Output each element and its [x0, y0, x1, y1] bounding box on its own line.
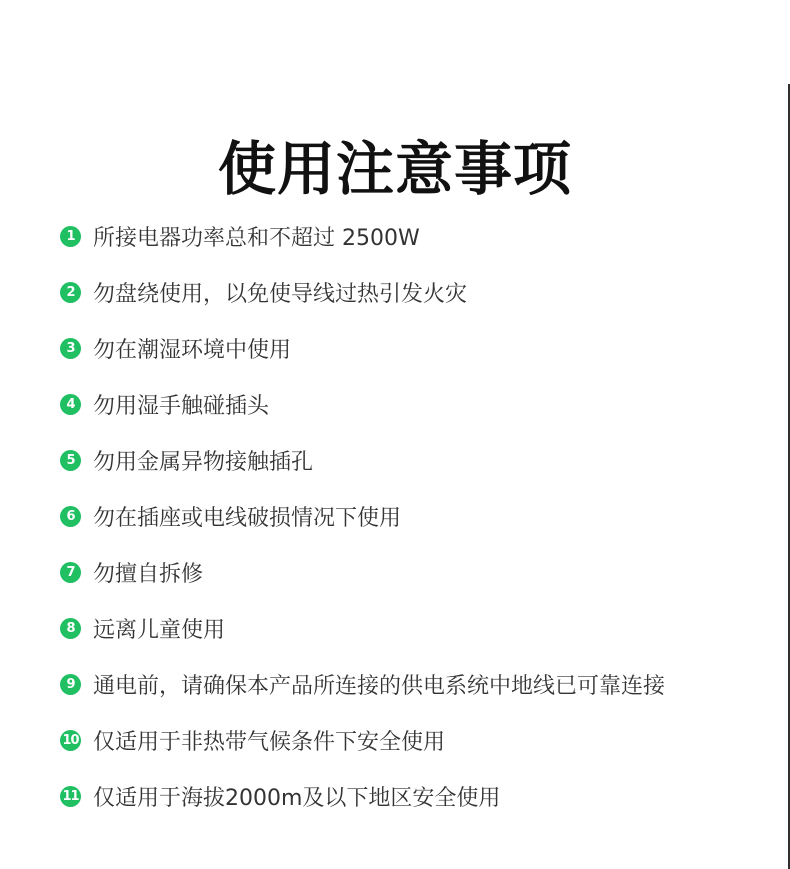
number-badge: 10: [60, 730, 81, 751]
number-badge: 6: [60, 506, 81, 527]
note-text: 勿盘绕使用，以免使导线过热引发火灾: [93, 281, 468, 307]
number-badge: 9: [60, 674, 81, 695]
note-text: 勿擅自拆修: [93, 561, 204, 587]
number-badge: 1: [60, 226, 81, 247]
list-item: [60, 600, 665, 656]
note-text: 勿用湿手触碰插头: [93, 393, 270, 419]
number-badge: 2: [60, 282, 81, 303]
list-item: [60, 376, 665, 432]
list-item: [60, 768, 665, 824]
number-badge: 11: [60, 786, 81, 807]
note-text: 勿用金属异物接触插孔: [93, 449, 314, 475]
list-item: [60, 488, 665, 544]
page-title: 使用注意事项: [217, 134, 572, 203]
number-badge: 7: [60, 562, 81, 583]
precautions-list: [60, 208, 665, 824]
note-text: 通电前，请确保本产品所连接的供电系统中地线已可靠连接: [93, 673, 666, 699]
note-text: 勿在潮湿环境中使用: [93, 337, 292, 363]
list-item: [60, 432, 665, 488]
number-badge: 8: [60, 618, 81, 639]
note-text: 仅适用于海拔2000m及以下地区安全使用: [93, 785, 501, 811]
number-badge: 5: [60, 450, 81, 471]
note-text: 所接电器功率总和不超过 2500W: [93, 225, 420, 251]
note-text: 远离儿童使用: [93, 617, 226, 643]
list-item: [60, 656, 665, 712]
list-item: [60, 320, 665, 376]
note-text: 勿在插座或电线破损情况下使用: [93, 505, 402, 531]
number-badge: 4: [60, 394, 81, 415]
list-item: [60, 712, 665, 768]
number-badge: 3: [60, 338, 81, 359]
list-item: [60, 264, 665, 320]
list-item: [60, 208, 665, 264]
note-text: 仅适用于非热带气候条件下安全使用: [93, 729, 446, 755]
list-item: [60, 544, 665, 600]
